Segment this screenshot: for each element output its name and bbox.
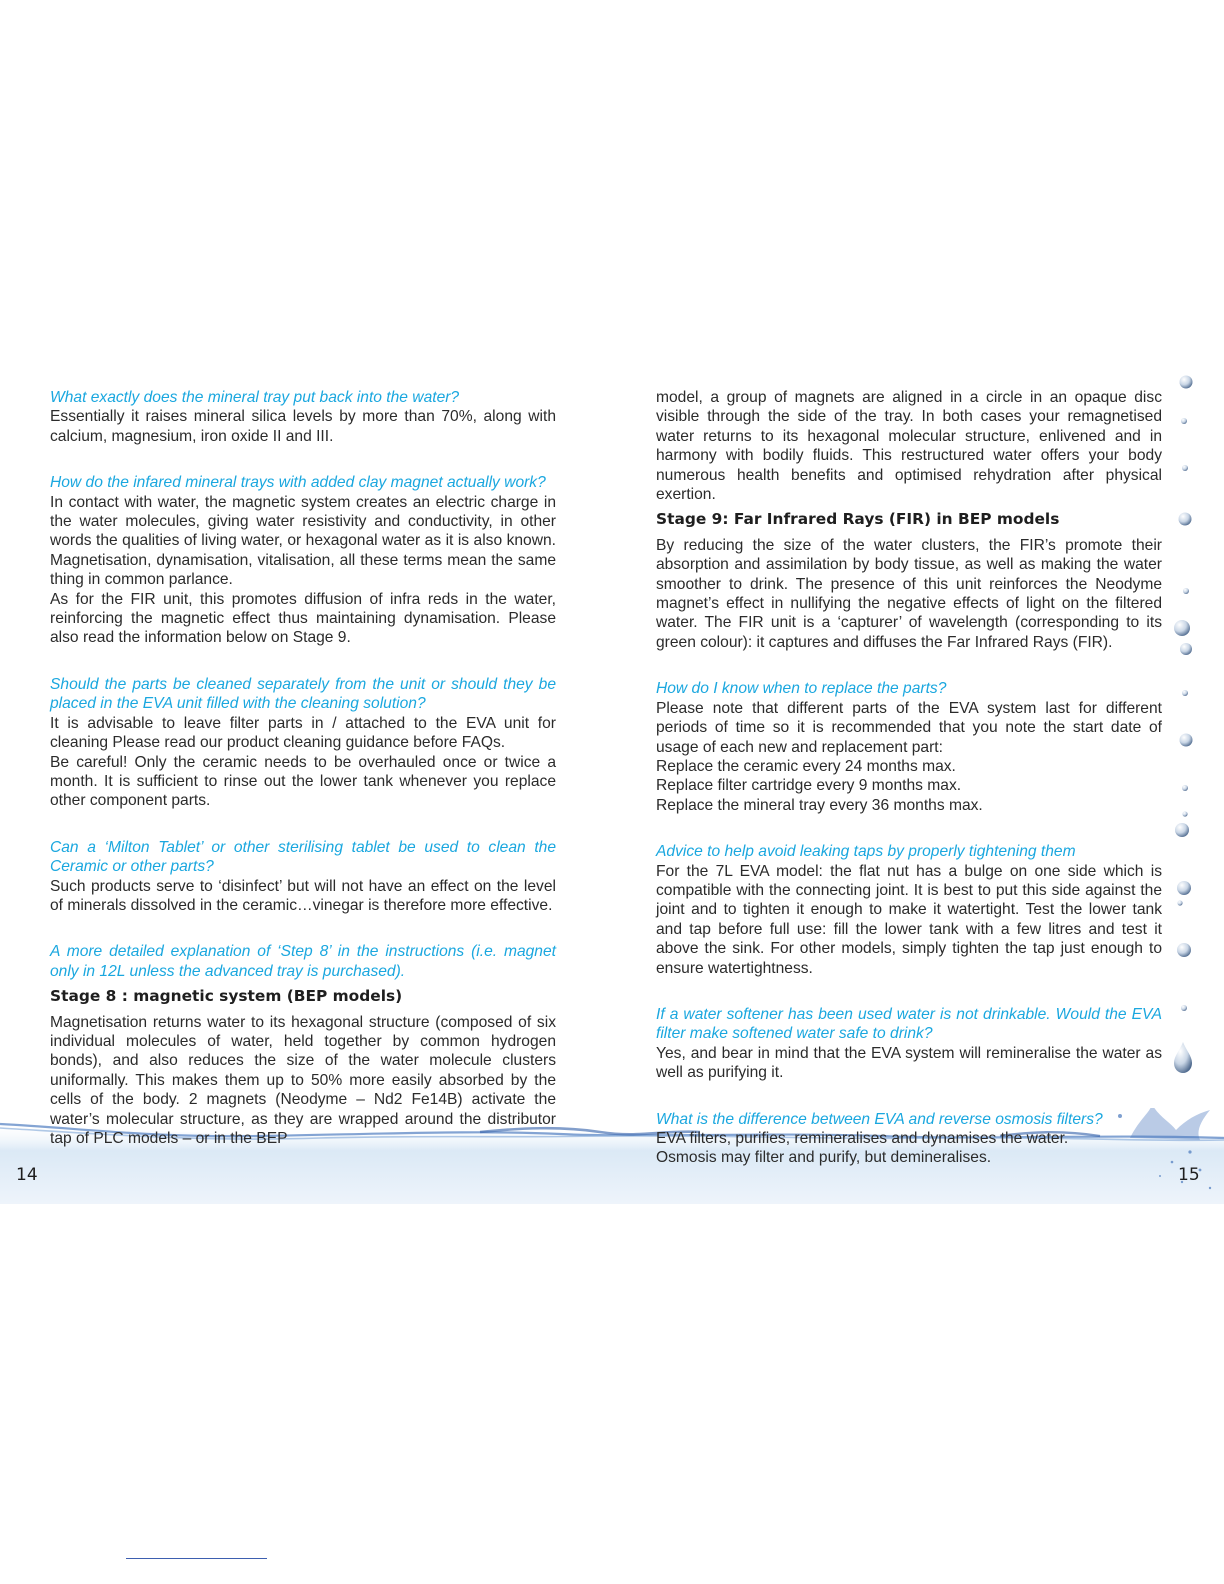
body-paragraph: For the 7L EVA model: the flat nut has a bulge on one side which is compatible with the connecting joint. It is best to put this side against the joint and to tighten it enough to make it watertight. Test the lower tank and tap before full use: fill the lower tank with a few litres and test it above the sink. For other models, simply tighten the tap just enough to ensure watertightness. [656,862,1162,977]
faq-question: Can a ‘Milton Tablet’ or other sterilising tablet be used to clean the Ceramic or other parts? [50,838,556,876]
body-paragraph: Such products serve to ‘disinfect’ but will not have an effect on the level of minerals dissolved in the ceramic…vinegar is therefore more effective. [50,877,556,914]
faq-question: A more detailed explanation of ‘Step 8’ in the instructions (i.e. magnet only in 12L unless the advanced tray is purchased). [50,943,556,980]
section-spacer [50,915,556,942]
body-paragraph: model, a group of magnets are aligned in a circle in an opaque disc visible through the side of the tray. In both cases your remagnetised water returns to its hexagonal molecular structure, enlivened and in harmony with bodily fluids. This restructured water offers your body numerous health benefits and optimised rehydration after physical exertion. [656,389,1162,504]
faq-question: What is the difference between EVA and reverse osmosis filters? [656,1110,1103,1128]
section-heading: Stage 9: Far Infrared Rays (FIR) in BEP models [656,510,1060,529]
body-paragraph: Yes, and bear in mind that the EVA system will remineralise the water as well as purifying it. [656,1044,1162,1082]
section-spacer [656,978,1162,1005]
page-number-left: 14 [16,1165,38,1185]
section-spacer [656,815,1162,842]
faq-question: How do the infared mineral trays with added clay magnet actually work? [50,474,546,492]
body-paragraph: Replace filter cartridge every 9 months max. [656,777,962,795]
left-page-column [50,388,556,1148]
section-heading: Stage 8 : magnetic system (BEP models) [50,987,403,1006]
body-paragraph: It is advisable to leave filter parts in / attached to the EVA unit for cleaning Please read our product cleaning guidance before FAQs. [50,714,556,752]
section-spacer [50,811,556,838]
water-droplet-icons [1160,360,1224,1120]
section-spacer [656,1083,1162,1110]
body-paragraph: Replace the ceramic every 24 months max. [656,757,956,775]
faq-question: Should the parts be cleaned separately from the unit or should they be placed in the EVA unit filled with the cleaning solution? [50,675,556,713]
faq-question: How do I know when to replace the parts? [656,680,947,698]
footer-rule [126,1558,267,1559]
section-spacer [50,446,556,473]
body-paragraph: Please note that different parts of the EVA system last for different periods of time so it is recommended that you note the start date of usage of each new and replacement part: [656,699,1162,756]
right-page-column [656,388,1162,1168]
body-paragraph: Magnetisation returns water to its hexagonal structure (composed of six individual molecules of water, held together by common hydrogen bonds), and also reduces the size of the water molecule clusters uniformally. This makes them up to 50% more easily absorbed by the cells of the body. 2 magnets (Neodyme – Nd2 Fe14B) activate the water’s molecular structure, as they are wrapped around the distributor tap of PLC models – or in the BEP [50,1013,556,1147]
faq-question: Advice to help avoid leaking taps by properly tightening them [656,843,1076,861]
body-paragraph: EVA filters, purifies, remineralises and dynamises the water. [656,1130,1069,1147]
body-paragraph: Be careful! Only the ceramic needs to be overhauled once or twice a month. It is sufficient to rinse out the lower tank whenever you replace other component parts. [50,753,556,810]
faq-question: What exactly does the mineral tray put back into the water? [50,389,460,406]
faq-question: If a water softener has been used water is not drinkable. Would the EVA filter make softened water safe to drink? [656,1005,1162,1043]
body-paragraph: Replace the mineral tray every 36 months max. [656,796,983,814]
body-paragraph: By reducing the size of the water clusters, the FIR’s promote their absorption and assimilation by body tissue, as well as making the water smoother to drink. The presence of this unit reinforces the Neodyme magnet’s effect in nullifying the negative effects of light on the filtered water. The FIR unit is a ‘capturer’ of wavelength (corresponding to its green colour): it captures and diffuses the Far Infrared Rays (FIR). [656,536,1162,651]
body-paragraph: As for the FIR unit, this promotes diffusion of infra reds in the water, reinforcing the magnetic effect thus maintaining dynamisation. Please also read the information below on Stage 9. [50,590,556,647]
body-paragraph: Osmosis may filter and purify, but demineralises. [656,1149,992,1167]
body-paragraph: Essentially it raises mineral silica levels by more than 70%, along with calcium, magnesium, iron oxide II and III. [50,408,556,445]
body-paragraph: In contact with water, the magnetic system creates an electric charge in the water molecules, giving water resistivity and conductivity, in other words the qualities of living water, or hexagonal water as it is also known. Magnetisation, dynamisation, vitalisation, all these terms mean the same thing in common parlance. [50,493,556,589]
page-number-right: 15 [1178,1165,1200,1185]
section-spacer [656,652,1162,679]
section-spacer [50,648,556,675]
